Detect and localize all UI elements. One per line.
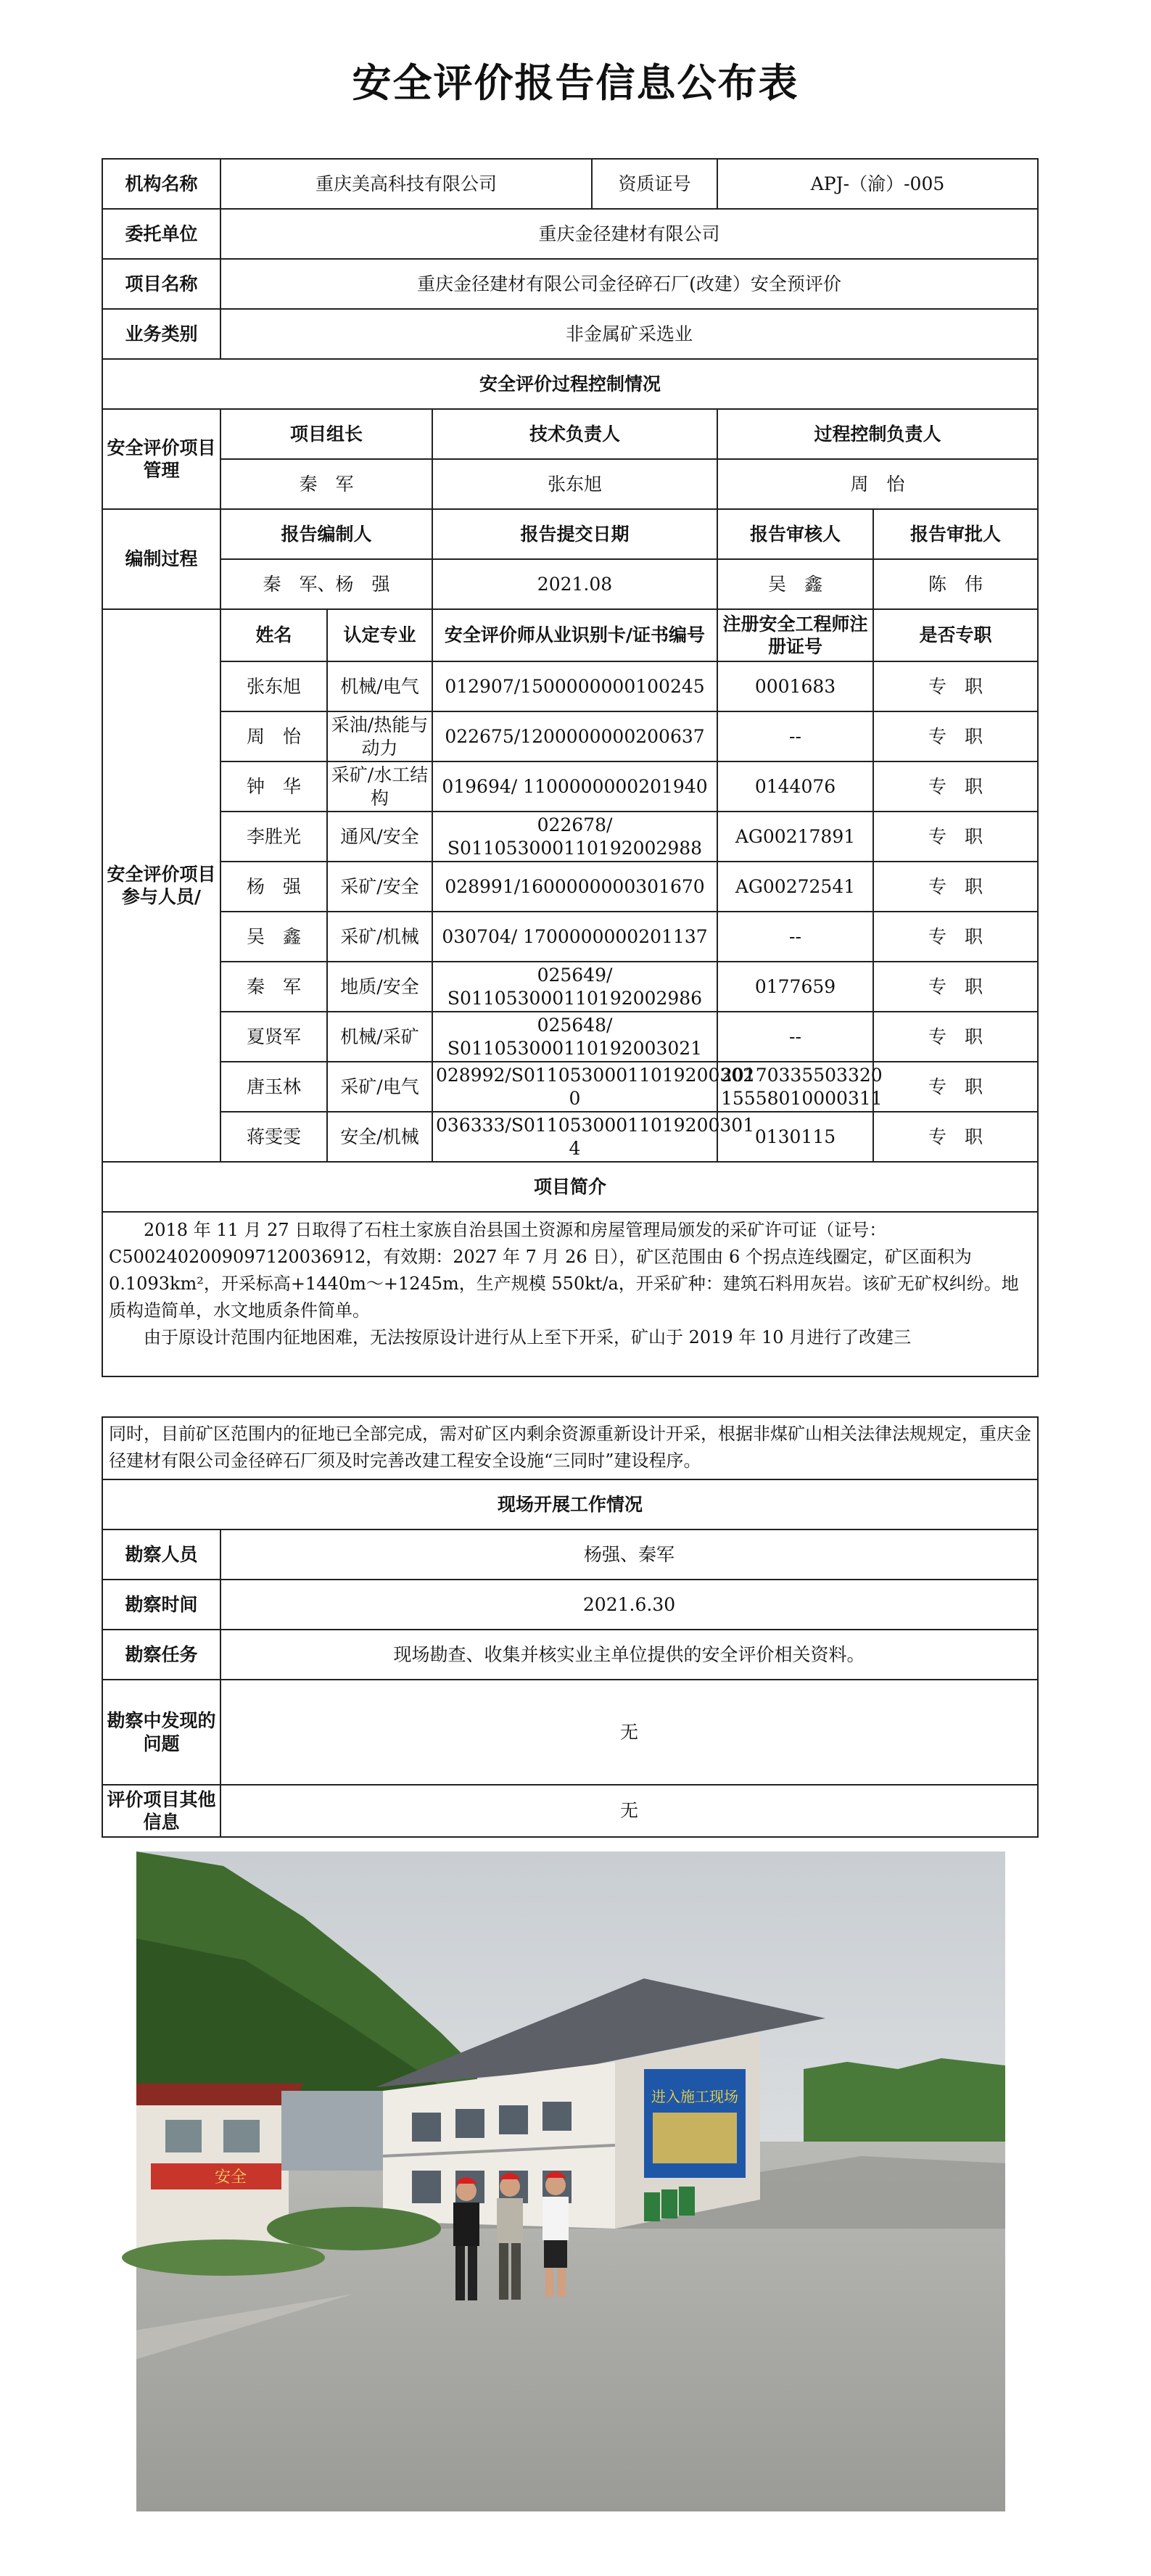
staff-full: 专 职 [873, 1112, 1038, 1162]
staff-name: 张东旭 [220, 661, 327, 711]
survey-issues-value: 无 [220, 1680, 1038, 1785]
other-info-value: 无 [220, 1785, 1038, 1837]
staff-name: 蒋雯雯 [220, 1112, 327, 1162]
management-header-leader: 项目组长 [220, 409, 432, 459]
staff-card: 025648/ S011053000110192003021 [432, 1012, 717, 1062]
staff-name: 周 怡 [220, 711, 327, 761]
staff-reg: AG00217891 [717, 812, 873, 862]
staff-reg: 0130115 [717, 1112, 873, 1162]
intro-text-1: 2018 年 11 月 27 日取得了石柱土家族自治县国土资源和房屋管理局颁发的采矿许可证（证号：C5002402009097120036912，有效期：2027 年 7 月 26 日），矿区范围由 6 个拐点连线圈定，矿区面积为 0.1093km²，开采标高+1440m～+1245m，生产规模 550kt/a，开采矿种：建筑石料用灰岩。该矿无矿权纠纷。地质构造简单，水文地质条件简单。 [109, 1220, 1019, 1321]
staff-name: 吴 鑫 [220, 912, 327, 962]
staff-major: 采矿/水工结构 [327, 761, 432, 812]
management-header-tech: 技术负责人 [432, 409, 717, 459]
business-label: 业务类别 [102, 309, 220, 359]
compile-label: 编制过程 [102, 509, 220, 609]
compile-header-reviewer: 报告审核人 [717, 509, 873, 559]
compile-header-author: 报告编制人 [220, 509, 432, 559]
table-row [102, 1062, 1038, 1112]
intro-header: 项目简介 [102, 1162, 1038, 1212]
page-title: 安全评价报告信息公布表 [352, 60, 799, 106]
staff-major: 机械/电气 [327, 661, 432, 711]
red-sign-text: 安全 [214, 2168, 247, 2187]
staff-major: 采矿/安全 [327, 862, 432, 912]
staff-reg: AG00272541 [717, 862, 873, 912]
staff-reg: -- [717, 912, 873, 962]
management-tech: 张东旭 [432, 459, 717, 509]
staff-header-card: 安全评价师从业识别卡/证书编号 [432, 609, 717, 661]
staff-card: 022675/1200000000200637 [432, 711, 717, 761]
staff-major: 安全/机械 [327, 1112, 432, 1162]
table-row [102, 962, 1038, 1012]
staff-reg: 0001683 [717, 661, 873, 711]
table-row [102, 711, 1038, 761]
staff-card: 036333/S01105300011019200301 4 [432, 1112, 717, 1162]
compile-header-date: 报告提交日期 [432, 509, 717, 559]
survey-task-label: 勘察任务 [102, 1630, 220, 1680]
bushes [267, 2207, 441, 2250]
intro-text-2: 由于原设计范围内征地困难，无法按原设计进行从上至下开采，矿山于 2019 年 10 月进行了改建三 [144, 1327, 912, 1347]
table-row [102, 761, 1038, 812]
org-value: 重庆美高科技有限公司 [220, 159, 592, 209]
staff-card: 030704/ 1700000000201137 [432, 912, 717, 962]
staff-card: 019694/ 1100000000201940 [432, 761, 717, 812]
trash-bins [644, 2192, 660, 2221]
survey-task-value: 现场勘查、收集并核实业主单位提供的安全评价相关资料。 [220, 1630, 1038, 1680]
project-value: 重庆金径建材有限公司金径碎石厂(改建）安全预评价 [220, 259, 1038, 309]
staff-name: 李胜光 [220, 812, 327, 862]
business-value: 非金属矿采选业 [220, 309, 1038, 359]
staff-major: 采油/热能与动力 [327, 711, 432, 761]
table-row [102, 862, 1038, 912]
staff-label: 安全评价项目参与人员/ [102, 609, 220, 1162]
table-row [102, 1112, 1038, 1162]
staff-header-name: 姓名 [220, 609, 327, 661]
compile-author: 秦 军、杨 强 [220, 559, 432, 609]
staff-card: 025649/ S011053000110192002986 [432, 962, 717, 1012]
process-header: 安全评价过程控制情况 [102, 359, 1038, 409]
mountain-right [804, 2058, 1005, 2156]
staff-card: 028991/1600000000301670 [432, 862, 717, 912]
cert-label: 资质证号 [592, 159, 717, 209]
staff-major: 机械/采矿 [327, 1012, 432, 1062]
staff-name: 杨 强 [220, 862, 327, 912]
table-row [102, 912, 1038, 962]
staff-name: 秦 军 [220, 962, 327, 1012]
site-header: 现场开展工作情况 [102, 1479, 1038, 1530]
staff-reg: 0144076 [717, 761, 873, 812]
survey-staff-label: 勘察人员 [102, 1530, 220, 1580]
site-photo [136, 1852, 1005, 2511]
billboard-text: 进入施工现场 [651, 2088, 738, 2105]
project-label: 项目名称 [102, 259, 220, 309]
staff-reg: -- [717, 1012, 873, 1062]
staff-name: 唐玉林 [220, 1062, 327, 1112]
management-header-control: 过程控制负责人 [717, 409, 1038, 459]
staff-card: 012907/1500000000100245 [432, 661, 717, 711]
management-label: 安全评价项目管理 [102, 409, 220, 509]
survey-time-label: 勘察时间 [102, 1580, 220, 1630]
info-table-bottom [102, 1416, 1039, 1838]
staff-full: 专 职 [873, 761, 1038, 812]
staff-full: 专 职 [873, 862, 1038, 912]
other-info-label: 评价项目其他信息 [102, 1785, 220, 1837]
survey-staff-value: 杨强、秦军 [220, 1530, 1038, 1580]
info-table-top [102, 158, 1039, 1377]
org-label: 机构名称 [102, 159, 220, 209]
staff-header-reg: 注册安全工程师注册证号 [717, 609, 873, 661]
staff-full: 专 职 [873, 711, 1038, 761]
compile-header-approver: 报告审批人 [873, 509, 1038, 559]
management-control: 周 怡 [717, 459, 1038, 509]
management-leader: 秦 军 [220, 459, 432, 509]
compile-date: 2021.08 [432, 559, 717, 609]
intro-paragraph [102, 1212, 1038, 1376]
table-row [102, 1012, 1038, 1062]
staff-header-full: 是否专职 [873, 609, 1038, 661]
client-label: 委托单位 [102, 209, 220, 259]
staff-major: 采矿/机械 [327, 912, 432, 962]
compile-approver: 陈 伟 [873, 559, 1038, 609]
staff-full: 专 职 [873, 962, 1038, 1012]
intro-text-3: 同时，目前矿区范围内的征地已全部完成，需对矿区内剩余资源重新设计开采，根据非煤矿山相关法律法规规定，重庆金径建材有限公司金径碎石厂须及时完善改建工程安全设施“三同时”建设程序。 [102, 1417, 1038, 1479]
cert-value: APJ-（渝）-005 [717, 159, 1038, 209]
staff-reg: 0177659 [717, 962, 873, 1012]
staff-major: 通风/安全 [327, 812, 432, 862]
staff-full: 专 职 [873, 1062, 1038, 1112]
staff-card: 022678/ S011053000110192002988 [432, 812, 717, 862]
staff-name: 夏贤军 [220, 1012, 327, 1062]
survey-time-value: 2021.6.30 [220, 1580, 1038, 1630]
staff-major: 采矿/电气 [327, 1062, 432, 1112]
staff-header-major: 认定专业 [327, 609, 432, 661]
client-value: 重庆金径建材有限公司 [220, 209, 1038, 259]
staff-full: 专 职 [873, 1012, 1038, 1062]
table-row [102, 812, 1038, 862]
compile-reviewer: 吴 鑫 [717, 559, 873, 609]
staff-card: 028992/S01105300011019200302 0 [432, 1062, 717, 1112]
staff-reg: -- [717, 711, 873, 761]
staff-major: 地质/安全 [327, 962, 432, 1012]
red-roof [136, 2084, 303, 2105]
staff-full: 专 职 [873, 912, 1038, 962]
staff-full: 专 职 [873, 661, 1038, 711]
staff-name: 钟 华 [220, 761, 327, 812]
staff-full: 专 职 [873, 812, 1038, 862]
staff-reg: 20170335503320 15558010000311 [717, 1062, 873, 1112]
survey-issues-label: 勘察中发现的问题 [102, 1680, 220, 1785]
table-row [102, 661, 1038, 711]
